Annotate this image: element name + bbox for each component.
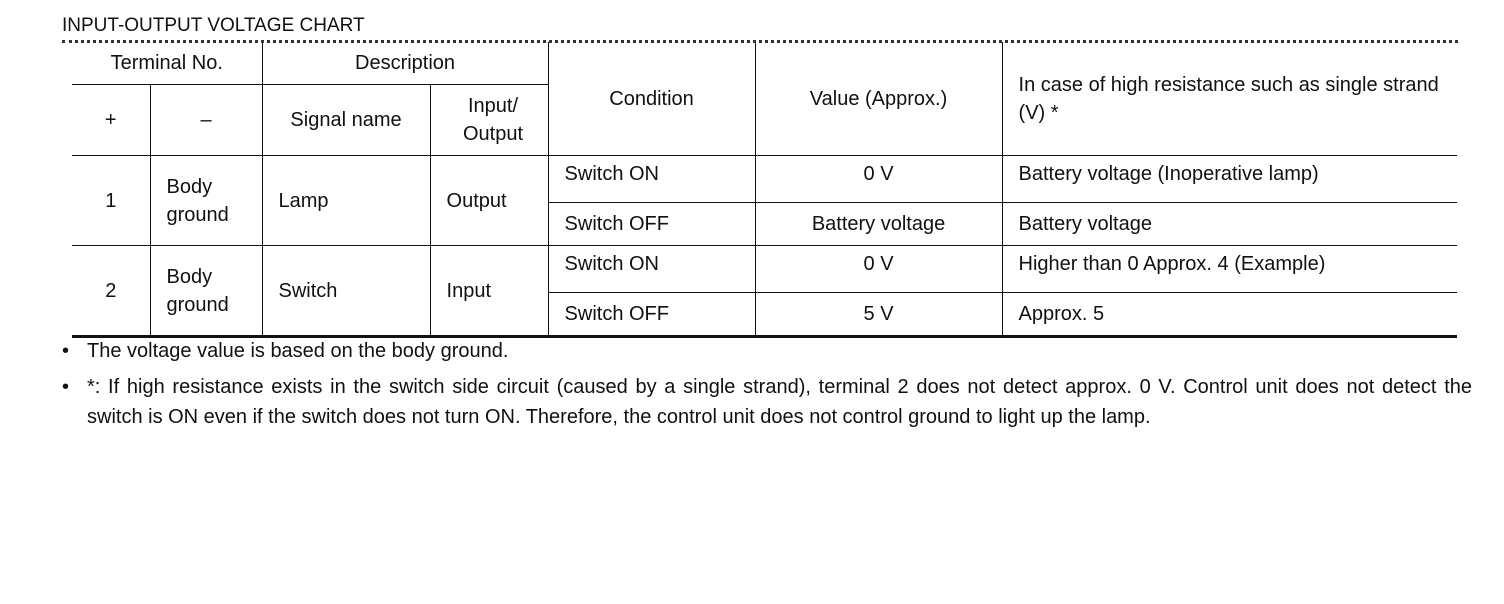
header-high-resistance: In case of high resistance such as single strand (V) * [1002, 42, 1457, 156]
table-row [72, 156, 1457, 203]
high-resistance-cell: Battery voltage [1002, 203, 1457, 246]
value-cell: 0 V [755, 156, 1002, 203]
terminal-plus: 2 [72, 246, 150, 337]
header-minus: – [150, 85, 262, 156]
header-terminal-no: Terminal No. [72, 42, 262, 85]
terminal-plus: 1 [72, 156, 150, 246]
signal-name: Lamp [262, 156, 430, 246]
condition-cell: Switch OFF [548, 203, 755, 246]
table-row [72, 246, 1457, 293]
bullet-icon: • [62, 376, 70, 398]
high-resistance-cell: Higher than 0 Approx. 4 (Example) [1002, 246, 1457, 293]
condition-cell: Switch ON [548, 156, 755, 203]
chart-title: INPUT-OUTPUT VOLTAGE CHART [62, 15, 365, 36]
terminal-minus: Body ground [150, 156, 262, 246]
condition-cell: Switch OFF [548, 293, 755, 337]
list-item [62, 372, 1472, 432]
header-signal-name: Signal name [262, 85, 430, 156]
value-cell: Battery voltage [755, 203, 1002, 246]
bullet-icon: • [62, 340, 70, 362]
notes-list [62, 336, 1472, 438]
condition-cell: Switch ON [548, 246, 755, 293]
input-output: Input [430, 246, 548, 337]
header-input-output: Input/ Output [430, 85, 548, 156]
signal-name: Switch [262, 246, 430, 337]
note-text: *: If high resistance exists in the switch side circuit (caused by a single strand), terminal 2 does not detect approx. 0 V. Control unit does not detect the switch is ON even if the switch does not turn ON. Therefore, the control unit does not control ground to light up the lamp. [87, 376, 1472, 428]
high-resistance-cell: Battery voltage (Inoperative lamp) [1002, 156, 1457, 203]
terminal-minus: Body ground [150, 246, 262, 337]
header-row-top [72, 42, 1457, 85]
list-item [62, 336, 1472, 366]
high-resistance-cell: Approx. 5 [1002, 293, 1457, 337]
header-description: Description [262, 42, 548, 85]
value-cell: 0 V [755, 246, 1002, 293]
header-plus: + [72, 85, 150, 156]
header-condition: Condition [548, 42, 755, 156]
voltage-table [72, 42, 1457, 338]
header-value: Value (Approx.) [755, 42, 1002, 156]
input-output: Output [430, 156, 548, 246]
note-text: The voltage value is based on the body ground. [87, 340, 509, 362]
value-cell: 5 V [755, 293, 1002, 337]
